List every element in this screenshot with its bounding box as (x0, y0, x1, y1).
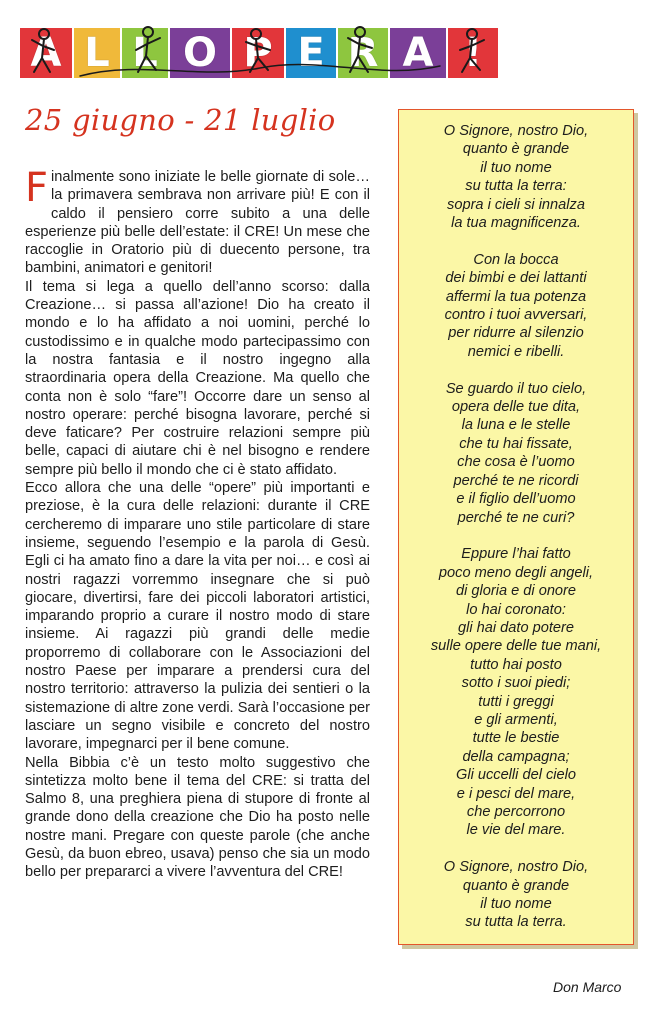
psalm-line: perché te ne ricordi (453, 472, 579, 489)
psalm-line: Con la bocca (473, 251, 559, 268)
psalm-stanza (399, 251, 633, 361)
psalm-line: la tua magnificenza. (451, 215, 581, 232)
drop-cap: F (25, 165, 49, 211)
banner-letter: A (402, 30, 434, 76)
article-paragraph (25, 165, 370, 278)
psalm-line: su tutta la terra: (465, 178, 567, 195)
psalm-line: che percorrono (466, 803, 566, 820)
psalm-text (399, 122, 633, 950)
psalm-line: Eppure l’hai fatto (461, 546, 571, 563)
psalm-line: per ridurre al silenzio (448, 325, 584, 342)
psalm-line: poco meno degli angeli, (438, 564, 594, 581)
psalm-line: il tuo nome (480, 159, 552, 176)
psalm-line: sulle opere delle tue mani, (430, 638, 602, 655)
psalm-line: che tu hai fissate, (459, 435, 573, 452)
psalm-stanza (399, 545, 633, 840)
banner-letter: O (182, 30, 217, 76)
banner-letter: L (132, 30, 158, 76)
psalm-line: di gloria e di onore (455, 583, 577, 600)
psalm-stanza (399, 122, 633, 232)
psalm-line: contro i tuoi avversari, (444, 307, 588, 324)
psalm-line: nemici e ribelli. (467, 343, 565, 360)
article-paragraph: Ecco allora che una delle “opere” più importanti e preziose, è la cura delle relazioni: durante il CRE cercheremo di imparare uno stile particolare di stare insieme, seguendo l’esempio e la parola di Gesù. Egli ci ha amato fino a dare la vita per noi… e così ai nostri ragazzi vorremmo insegnare che si può giocare, divertirsi, fare dei piccoli laboratori artistici, imparando proprio a curare il nostro modo di stare insieme. Ai ragazzi più grandi delle medie proporremo di collaborare con le Associazioni del nostro Paese per imparare a prendersi cura del nostro territorio: attraverso la pulizia dei sentieri o la sistemazione di altre zone verdi. Sarà l’occasione per lasciare un segno visibile e concreto del nostro lavorare, impegnarci per il bene comune. (25, 480, 370, 753)
psalm-line: che cosa è l’uomo (457, 454, 575, 471)
psalm-line: affermi la tua potenza (445, 288, 587, 305)
psalm-line: Gli uccelli del cielo (455, 767, 577, 784)
psalm-line: della campagna; (462, 748, 570, 765)
paragraph-text: inalmente sono iniziate le belle giornate di sole… la primavera sembrava non arrivare più! E con il caldo il pensiero corre subito a una delle esperienze più belle dell’estate: il CRE! Un mese che raccoglie in Oratorio più di duecento persone, tra bambini, animatori e genitori! (25, 169, 370, 277)
psalm-box (398, 109, 634, 945)
psalm-stanza (399, 380, 633, 527)
psalm-line: Se guardo il tuo cielo, (445, 380, 587, 397)
article-paragraph: Nella Bibbia c’è un testo molto suggestivo che sintetizza molto bene il tema del CRE: si tratta del Salmo 8, una preghiera piena di stupore di fronte al grande dono della creazione che Dio ha posto nelle nostre mani. Pregare con queste parole (che anche Gesù, da buon ebreo, usava) penso che sia un modo bello per prepararci a vivere l’avventura del CRE! (25, 754, 370, 881)
psalm-line: e i pesci del mare, (456, 785, 576, 802)
banner-letter: R (347, 30, 379, 76)
psalm-line: su tutta la terra. (465, 914, 567, 931)
banner-letter: ! (463, 30, 483, 76)
psalm-line: sopra i cieli si innalza (447, 196, 585, 213)
signature: Don Marco (553, 979, 622, 995)
dancing-figures-icon (20, 20, 500, 84)
psalm-line: quanto è grande (462, 877, 570, 894)
psalm-line: lo hai coronato: (466, 601, 566, 618)
page-title: 25 giugno - 21 luglio (25, 103, 336, 137)
psalm-line: O Signore, nostro Dio, (443, 859, 589, 876)
psalm-line: O Signore, nostro Dio, (443, 123, 589, 139)
psalm-line: quanto è grande (462, 141, 570, 158)
psalm-line: gli hai dato potere (457, 619, 575, 636)
article-paragraph: Il tema si lega a quello dell’anno scorso: dalla Creazione… si passa all’azione! Dio ha creato il mondo e lo ha affidato a noi uomini, perché lo custodissimo e in qualche modo partecipassimo con la nostra fantasia e il nostro ingegno alla straordinaria opera della Creazione. Ma quello che conta non è solo “fare”! Occorre dare un senso al nostro operare: perché bisogna lavorare, perché si deve faticare? Per costruire relazioni sempre più belle, capaci di aiutare chi è nel bisogno e rendere sempre più bello il mondo che ci è stato affidato. (25, 278, 370, 478)
banner-letter: P (243, 30, 273, 76)
psalm-line: perché te ne curi? (457, 509, 575, 526)
psalm-line: la luna e le stelle (461, 417, 571, 434)
psalm-line: il tuo nome (480, 896, 552, 912)
psalm-line: opera delle tue dita, (451, 399, 581, 416)
banner-letter: A (30, 30, 62, 76)
psalm-line: tutte le bestie (472, 730, 560, 747)
psalm-line: le vie del mare. (466, 822, 566, 839)
article-body (25, 165, 370, 882)
psalm-line: tutti i greggi (478, 693, 554, 710)
psalm-line: e il figlio dell’uomo (456, 491, 576, 508)
banner-letter: E (297, 30, 325, 76)
psalm-line: e gli armenti, (474, 711, 558, 728)
banner-letter: L (84, 30, 110, 76)
banner-logo (20, 20, 500, 84)
psalm-stanza (399, 858, 633, 932)
psalm-line: tutto hai posto (470, 656, 562, 673)
psalm-line: sotto i suoi piedi; (461, 675, 571, 692)
psalm-line: dei bimbi e dei lattanti (445, 270, 587, 287)
